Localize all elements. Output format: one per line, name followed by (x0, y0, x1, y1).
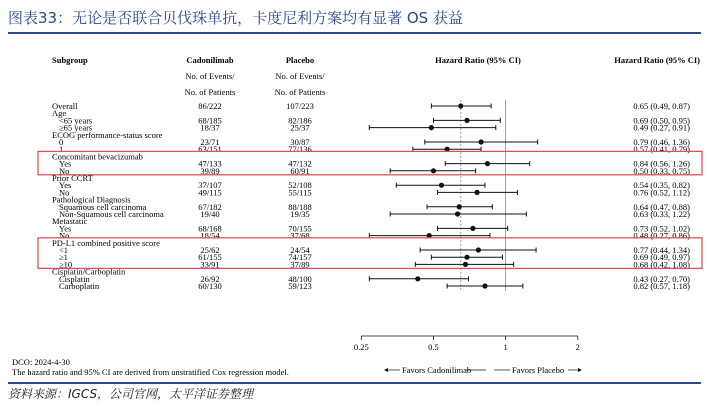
row-label: Concomitant bevacizumab (52, 151, 143, 162)
row-cad-value: 49/115 (198, 187, 222, 198)
row-hr-text: 0.79 (0.46, 1.36) (633, 137, 690, 147)
hr-point (485, 161, 490, 166)
row-hr-text: 0.73 (0.52, 1.02) (633, 223, 690, 234)
favors-right-arrowhead (578, 368, 582, 372)
row-plc-value: 47/132 (288, 158, 312, 169)
row-plc-value: 25/37 (290, 122, 310, 133)
page-title: 图表33：无论是否联合贝伐珠单抗，卡度尼利方案均有显著 OS 获益 (8, 6, 701, 34)
row-hr-text: 0.69 (0.50, 0.95) (633, 115, 690, 126)
row-cad-value: 60/130 (198, 281, 222, 291)
hr-point (463, 262, 468, 267)
row-label: Cisplatin/Carboplatin (52, 266, 126, 277)
row-label: Carboplatin (59, 281, 100, 291)
x-tick-label: 2 (575, 342, 580, 352)
row-plc-value: 52/108 (288, 180, 312, 191)
row-label: <1 (59, 245, 69, 255)
hr-point (455, 211, 460, 216)
hr-point (476, 247, 481, 252)
row-cad-value: 19/40 (200, 209, 220, 219)
hr-point (431, 168, 436, 173)
row-cad-value: 23/71 (200, 137, 220, 147)
row-plc-value: 37/68 (290, 230, 310, 241)
x-tick-label: 0.25 (353, 342, 369, 352)
row-cad-value: 18/54 (200, 230, 220, 241)
row-plc-value: 19/35 (290, 209, 310, 219)
row-label: Overall (52, 101, 78, 111)
row-hr-text: 0.48 (0.27, 0.86) (633, 230, 690, 241)
row-cad-value: 47/133 (198, 158, 222, 169)
header-cadonilimab: Cadonilimab (186, 55, 234, 65)
row-hr-text: 0.57 (0.41, 0.79) (633, 144, 690, 155)
hr-point (474, 190, 479, 195)
row-cad-value: 33/91 (200, 259, 220, 270)
row-plc-value: 82/186 (288, 115, 312, 126)
row-plc-value: 30/87 (290, 137, 310, 147)
favors-cadonilimab-label: Favors Cadonilimab (402, 365, 472, 375)
header-placebo: Placebo (285, 55, 315, 65)
row-plc-value: 48/100 (288, 273, 312, 284)
row-cad-value: 61/155 (198, 252, 222, 263)
row-hr-text: 0.65 (0.49, 0.87) (633, 101, 690, 111)
x-tick-label: 0.5 (428, 342, 439, 352)
row-label: Metastatic (52, 216, 88, 227)
row-hr-text: 0.63 (0.33, 1.22) (633, 209, 690, 219)
row-plc-value: 60/91 (290, 165, 310, 176)
row-cad-value: 39/89 (200, 165, 220, 176)
hr-point (478, 139, 483, 144)
favors-left-arrowhead (384, 368, 388, 372)
row-hr-text: 0.54 (0.35, 0.82) (633, 180, 690, 191)
row-hr-text: 0.77 (0.44, 1.34) (633, 245, 690, 255)
row-label: Prior CCRT (52, 173, 93, 183)
row-plc-value: 70/155 (288, 223, 312, 234)
row-plc-value: 107/223 (286, 101, 314, 111)
header-plc-patients: No. of Patients (274, 87, 326, 97)
favors-placebo-label: Favors Placebo (512, 365, 565, 375)
row-cad-value: 68/168 (198, 223, 222, 234)
hr-point (429, 125, 434, 130)
row-label: ECOG performance-status score (52, 129, 163, 140)
row-plc-value: 74/157 (288, 252, 312, 263)
hr-point (458, 103, 463, 108)
row-label: ≥10 (59, 259, 73, 270)
row-hr-text: 0.68 (0.42, 1.08) (633, 259, 690, 270)
row-hr-text: 0.43 (0.27, 0.70) (633, 273, 690, 284)
row-hr-text: 0.69 (0.49, 0.97) (633, 252, 690, 263)
dco-note: DCO: 2024-4-30 (12, 357, 70, 367)
header-hr-values: Hazard Ratio (95% CI) (614, 55, 700, 65)
source-note: 资料来源：IGCS，公司官网，太平洋证券整理 (8, 382, 701, 404)
row-hr-text: 0.50 (0.33, 0.75) (633, 165, 690, 176)
row-cad-value: 63/151 (198, 144, 222, 155)
row-label: Yes (59, 158, 72, 169)
row-label: <65 years (59, 115, 93, 126)
row-label: ≥1 (59, 252, 68, 263)
row-plc-value: 88/188 (288, 201, 312, 212)
row-label: Squamous cell carcinoma (59, 201, 147, 212)
x-tick-label: 1 (503, 342, 508, 352)
row-cad-value: 86/222 (198, 101, 222, 111)
row-label: Yes (59, 223, 72, 234)
row-label: Age (52, 108, 67, 119)
row-plc-value: 24/54 (290, 245, 310, 255)
hr-point (464, 255, 469, 260)
row-label: ≥65 years (59, 122, 93, 133)
row-cad-value: 37/107 (198, 180, 222, 191)
row-cad-value: 26/92 (200, 273, 220, 284)
row-label: Pathological Diagnosis (52, 194, 131, 205)
row-hr-text: 0.84 (0.56, 1.26) (633, 158, 690, 169)
row-plc-value: 37/89 (290, 259, 310, 270)
row-label: No (59, 165, 70, 176)
row-plc-value: 55/115 (288, 187, 312, 198)
hr-point (457, 204, 462, 209)
row-label: No (59, 230, 70, 241)
hr-point (464, 118, 469, 123)
row-label: Non-Squamous cell carcinoma (59, 209, 164, 219)
row-label: PD-L1 combined positive score (52, 237, 160, 248)
header-subgroup: Subgroup (52, 55, 88, 65)
row-hr-text: 0.82 (0.57, 1.18) (633, 281, 690, 291)
hr-point (415, 276, 420, 281)
header-cad-events: No. of Events/ (185, 71, 235, 81)
row-label: Cisplatin (59, 273, 90, 284)
row-hr-text: 0.64 (0.47, 0.88) (633, 201, 690, 212)
header-hazard-ratio: Hazard Ratio (95% CI) (435, 55, 521, 65)
row-label: Yes (59, 180, 72, 191)
hr-point (439, 183, 444, 188)
row-hr-text: 0.76 (0.52, 1.12) (633, 187, 690, 198)
row-label: No (59, 187, 70, 198)
hr-point (470, 226, 475, 231)
row-cad-value: 67/182 (198, 201, 222, 212)
row-cad-value: 18/37 (200, 122, 220, 133)
hr-point (482, 283, 487, 288)
header-cad-patients: No. of Patients (184, 87, 236, 97)
row-plc-value: 77/136 (288, 144, 312, 155)
row-label: 0 (59, 137, 64, 147)
row-cad-value: 68/185 (198, 115, 222, 126)
row-label: 1 (59, 144, 64, 155)
ratio-note: The hazard ratio and 95% CI are derived from unstratified Cox regression model. (12, 367, 289, 377)
header-plc-events: No. of Events/ (275, 71, 325, 81)
row-plc-value: 59/123 (288, 281, 312, 291)
row-hr-text: 0.49 (0.27, 0.91) (633, 122, 690, 133)
row-cad-value: 25/62 (200, 245, 220, 255)
